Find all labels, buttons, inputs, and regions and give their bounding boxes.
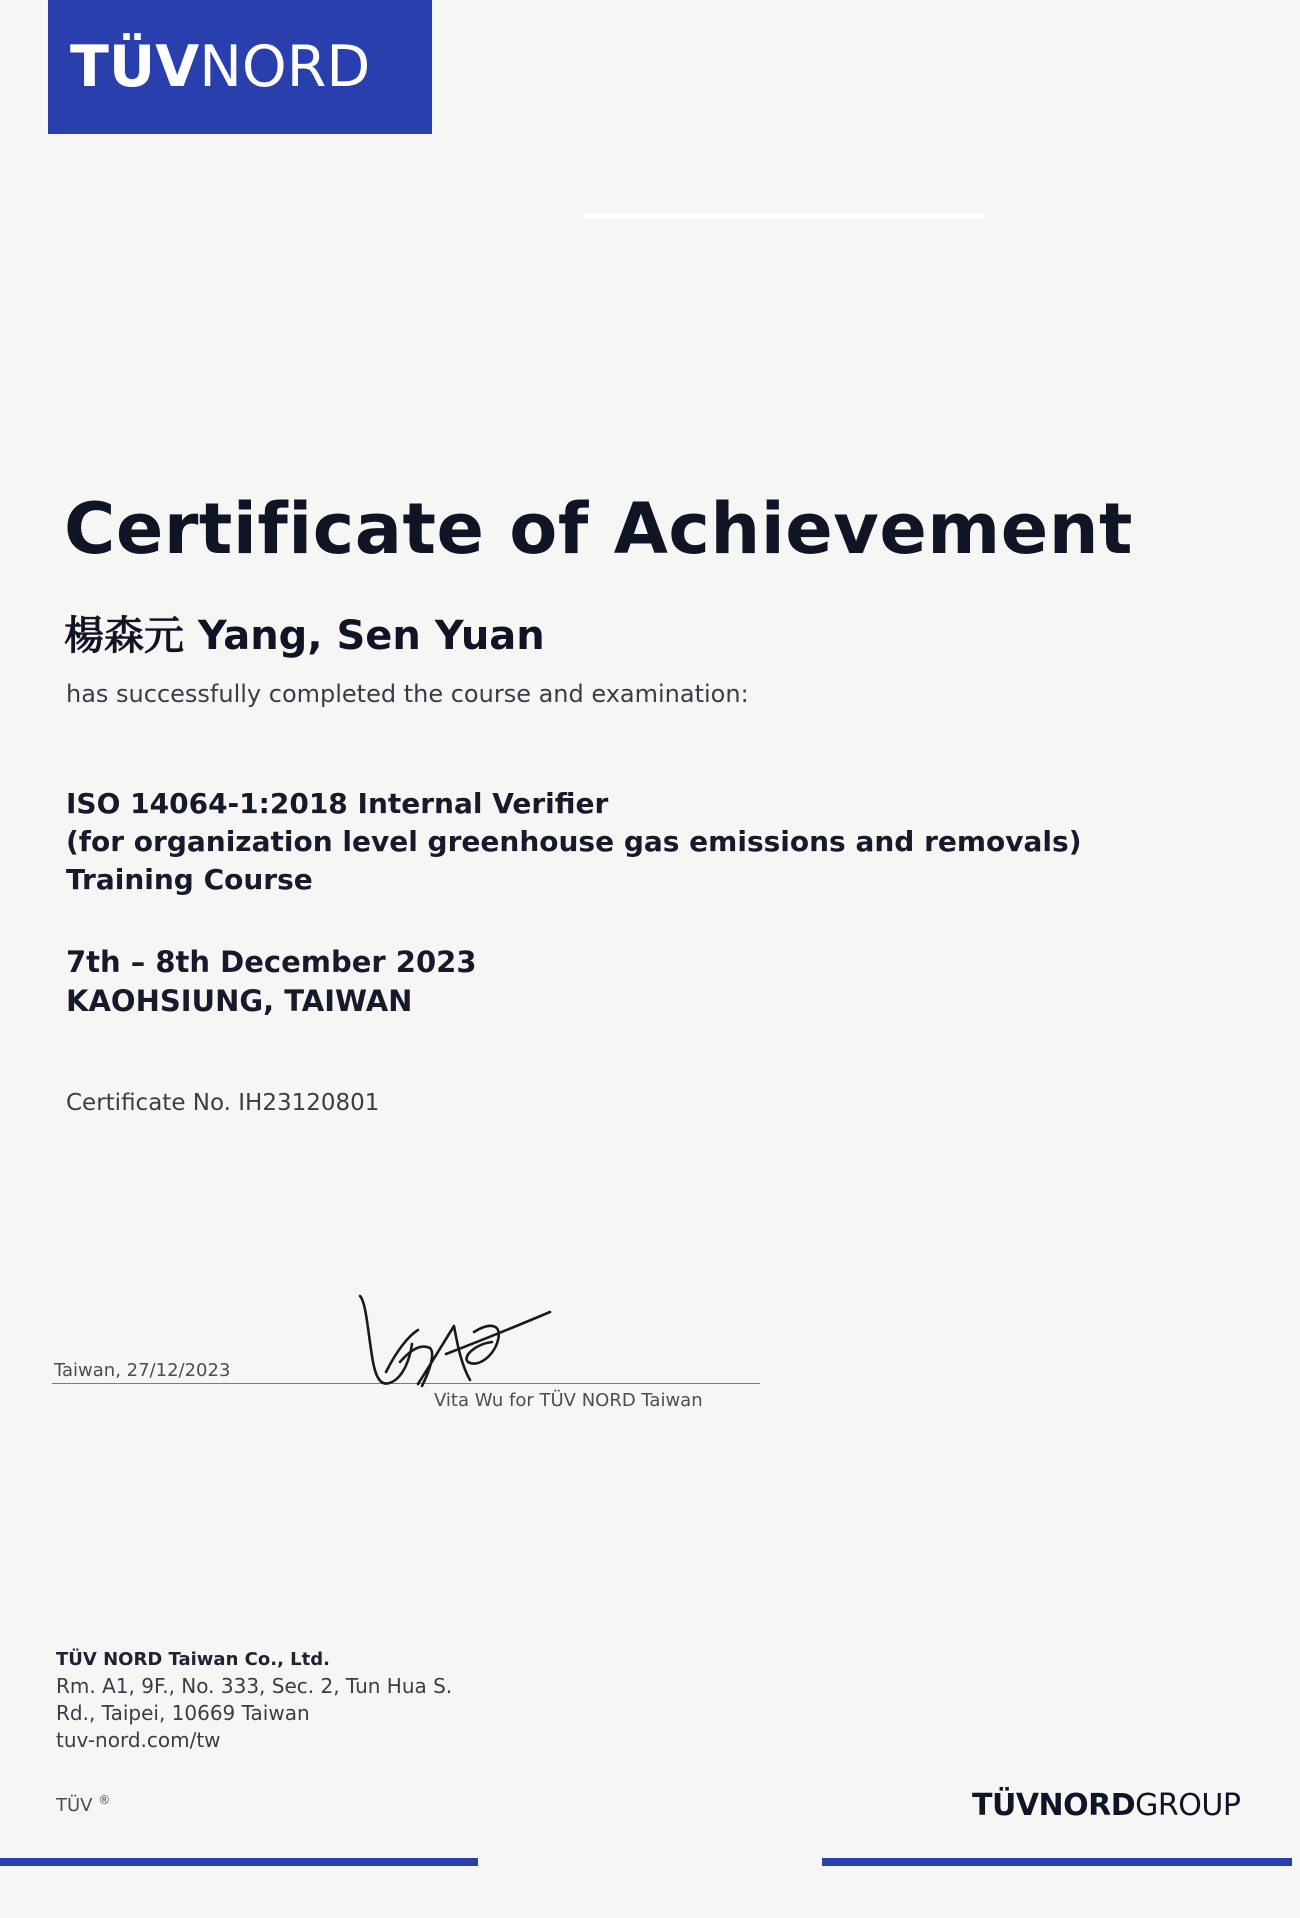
company-name: TÜV NORD Taiwan Co., Ltd. xyxy=(56,1649,330,1670)
certificate-number: Certificate No. IH23120801 xyxy=(66,1090,380,1116)
scan-artifact-line xyxy=(584,214,986,218)
footer-bar-right xyxy=(822,1858,1292,1866)
course-location: KAOHSIUNG, TAIWAN xyxy=(66,984,413,1018)
tuv-nord-group-logo: TÜVNORDGROUP xyxy=(972,1788,1241,1823)
course-line: ISO 14064-1:2018 Internal Verifier xyxy=(66,787,609,820)
completion-statement: has successfully completed the course and examination: xyxy=(66,680,749,708)
issue-place-date: Taiwan, 27/12/2023 xyxy=(54,1360,231,1381)
signer-name: Vita Wu for TÜV NORD Taiwan xyxy=(434,1390,703,1411)
course-event-details xyxy=(66,943,477,1021)
tuv-registered-mark: TÜV ® xyxy=(56,1793,111,1816)
course-line: Training Course xyxy=(66,863,313,896)
company-address-block xyxy=(56,1646,452,1754)
tuv-nord-logo xyxy=(48,0,432,134)
course-dates: 7th – 8th December 2023 xyxy=(66,945,477,979)
certificate-title: Certificate of Achievement xyxy=(64,488,1134,570)
course-title xyxy=(66,785,1082,899)
handwritten-signature xyxy=(352,1292,564,1396)
course-line: (for organization level greenhouse gas emissions and removals) xyxy=(66,825,1082,858)
registered-icon: ® xyxy=(98,1793,111,1807)
address-line: Rd., Taipei, 10669 Taiwan xyxy=(56,1701,310,1725)
recipient-name: 楊森元 Yang, Sen Yuan xyxy=(64,613,545,659)
footer-bar-left xyxy=(0,1858,478,1866)
company-website: tuv-nord.com/tw xyxy=(56,1728,221,1752)
tuv-nord-logo-text: TÜVNORD xyxy=(70,33,371,100)
address-line: Rm. A1, 9F., No. 333, Sec. 2, Tun Hua S. xyxy=(56,1674,453,1698)
